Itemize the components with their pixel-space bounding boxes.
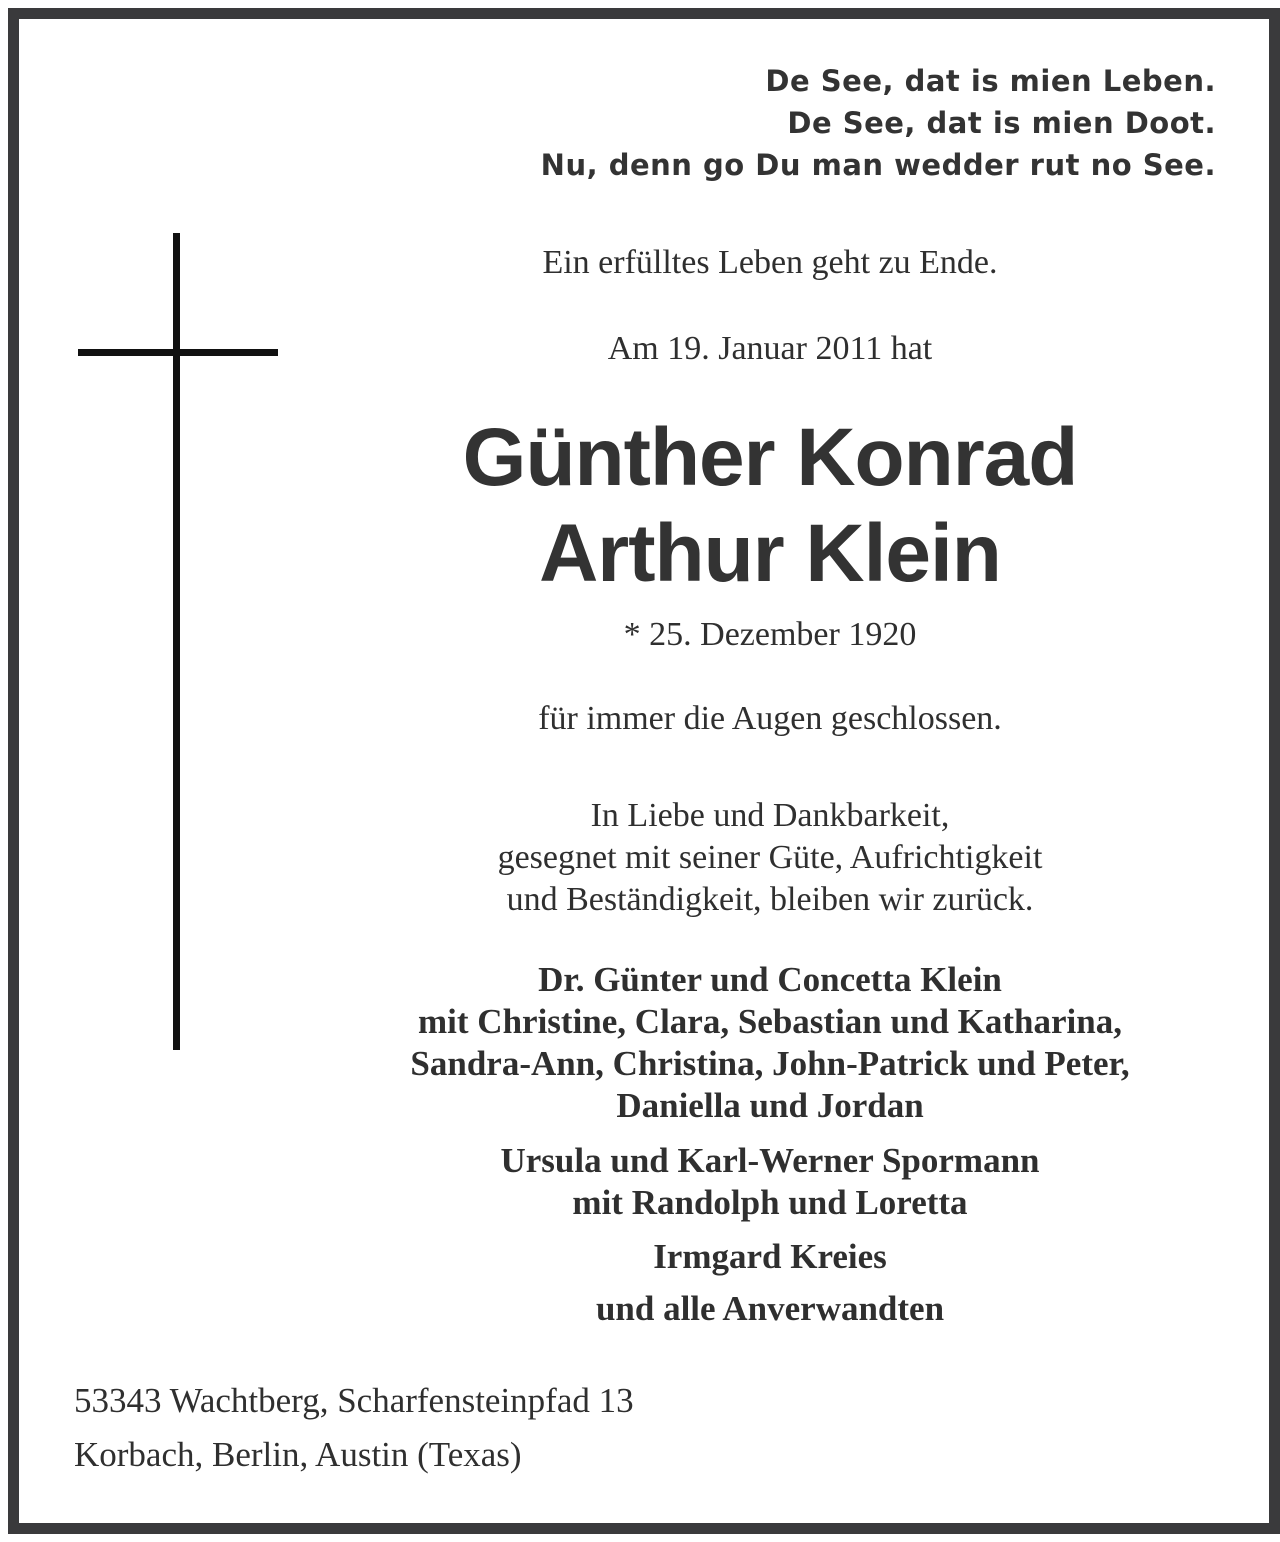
deceased-name-line1: Günther Konrad xyxy=(462,412,1078,503)
motto-line: De See, dat is mien Doot. xyxy=(787,106,1216,140)
deceased-name xyxy=(320,410,1220,602)
mourners-group-spormann xyxy=(320,1140,1220,1224)
mourner-line: Daniella und Jordan xyxy=(616,1086,924,1125)
mourner-line: Sandra-Ann, Christina, John-Patrick und Peter, xyxy=(410,1044,1130,1083)
mourners-group-klein xyxy=(320,959,1220,1127)
motto-line: Nu, denn go Du man wedder rut no See. xyxy=(540,148,1216,182)
address-line: 53343 Wachtberg, Scharfensteinpfad 13 xyxy=(74,1381,634,1420)
mourner-line: Dr. Günter und Concetta Klein xyxy=(538,960,1002,999)
address-block xyxy=(74,1374,634,1482)
cross-icon-crossbar xyxy=(78,349,278,356)
mourner-line: mit Christine, Clara, Sebastian und Katharina, xyxy=(418,1002,1122,1041)
mourner-relatives: und alle Anverwandten xyxy=(595,1289,945,1328)
dedication-line: In Liebe und Dankbarkeit, xyxy=(590,797,950,834)
mourner-kreies: Irmgard Kreies xyxy=(653,1237,887,1276)
birth-date: * 25. Dezember 1920 xyxy=(623,616,917,653)
death-date-line: Am 19. Januar 2011 hat xyxy=(607,330,933,367)
motto-line: De See, dat is mien Leben. xyxy=(765,64,1216,98)
deceased-name-line2: Arthur Klein xyxy=(539,508,1001,599)
mourner-line: Ursula und Karl-Werner Spormann xyxy=(500,1141,1040,1180)
motto-verse xyxy=(541,60,1216,186)
dedication-line: und Beständigkeit, bleiben wir zurück. xyxy=(506,881,1034,918)
intro-text: Ein erfülltes Leben geht zu Ende. xyxy=(542,244,998,281)
mourner-line: mit Randolph und Loretta xyxy=(572,1183,968,1222)
dedication-text xyxy=(320,795,1220,921)
dedication-line: gesegnet mit seiner Güte, Aufrichtigkeit xyxy=(497,839,1043,876)
closing-text: für immer die Augen geschlossen. xyxy=(538,700,1002,737)
address-line: Korbach, Berlin, Austin (Texas) xyxy=(74,1435,522,1474)
